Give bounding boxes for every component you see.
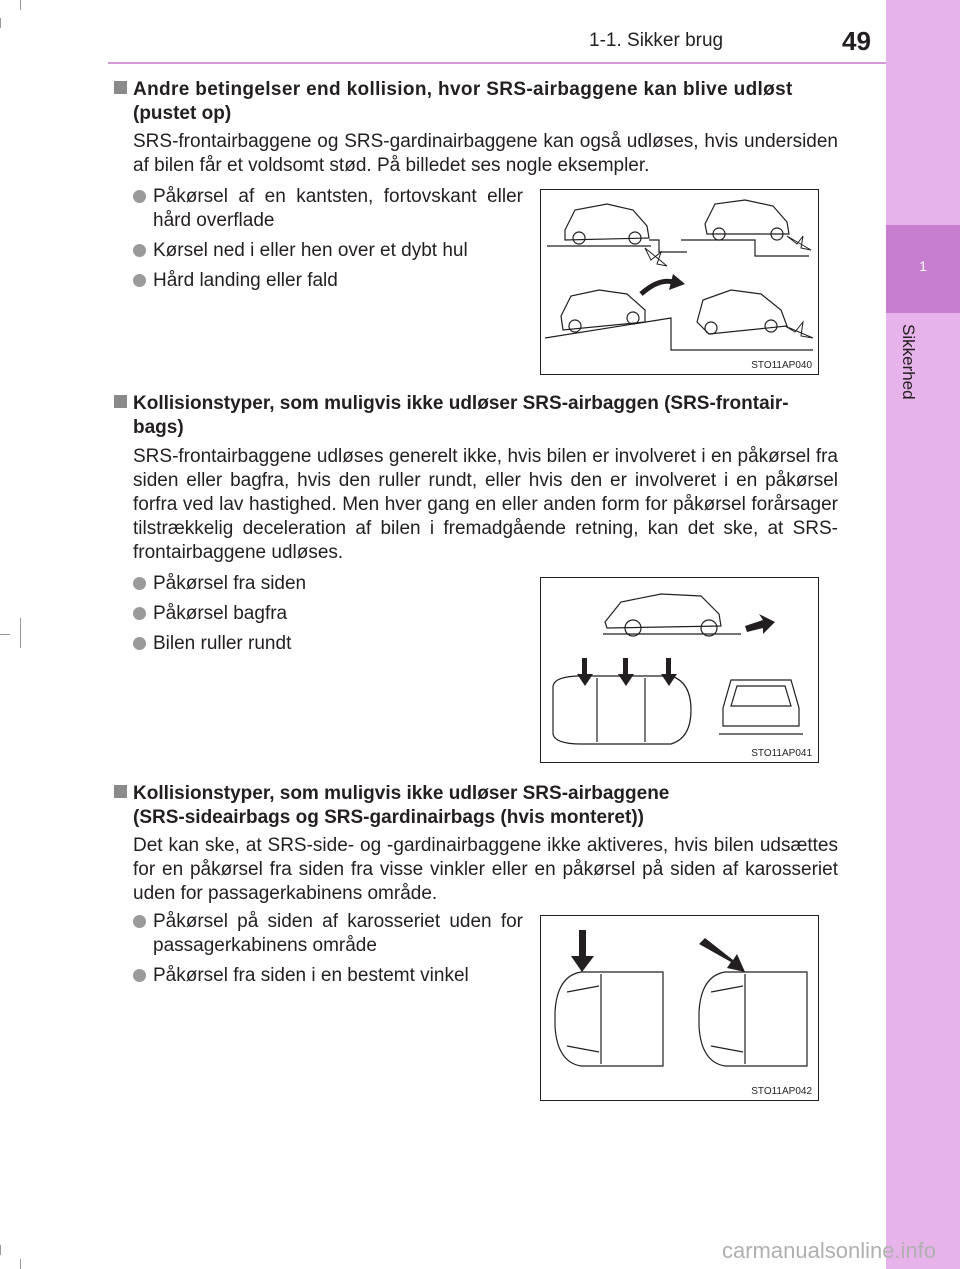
list-item [133,964,523,988]
chapter-label: Sikkerhed [899,324,918,400]
list-item [133,185,523,233]
illustration-side-impact-angles [540,915,819,1101]
paragraph: SRS-frontairbaggene og SRS-gardinairbaggene kan også udløses, hvis undersiden af bilen får et voldsomt stød. På billedet ses nogle eksempler. [133,131,838,176]
car-impact-drawing [541,190,818,374]
square-bullet-icon [114,785,127,798]
page-number: 49 [842,26,871,56]
section-heading [114,78,844,126]
crop-mark [20,0,21,10]
bullet-dot-icon [133,637,146,650]
bullet-list [133,910,523,988]
crop-mark [20,618,21,648]
illustration-underbody-impact [540,189,819,375]
bullet-dot-icon [133,969,146,982]
section-heading [114,392,844,440]
heading-line: Andre betingelser end kollision, hvor SRS-airbaggene kan blive udløst [133,79,793,100]
crop-mark [0,634,10,635]
list-item-text: Bilen ruller rundt [153,633,292,654]
list-item [133,572,523,596]
illustration-side-rear-rollover [540,577,819,763]
heading-line: bags) [133,417,184,438]
car-side-impact-drawing [541,916,818,1100]
bullet-dot-icon [133,577,146,590]
header-rule [108,62,886,64]
side-band [886,0,960,1269]
bullet-dot-icon [133,915,146,928]
heading-line: (SRS-sideairbags og SRS-gardinairbags (hvis monteret)) [133,807,644,828]
crop-mark [20,1259,21,1269]
heading-line: Kollisionstyper, som muligvis ikke udløser SRS-airbaggene [133,783,670,804]
list-item-text: Påkørsel fra siden i en bestemt vinkel [153,965,469,986]
bullet-dot-icon [133,607,146,620]
list-item-text: Påkørsel fra siden [153,573,307,594]
bullet-dot-icon [133,244,146,257]
list-item [133,910,523,958]
list-item-text: Påkørsel af en kantsten, fortovskant eller hård overflade [153,186,523,231]
paragraph: SRS-frontairbaggene udløses generelt ikke, hvis bilen er involveret i en påkørsel fra siden eller bagfra, hvis den ruller rundt, eller hvis den er involveret i en påkørsel forfra ved lav hastighed. Men hver gang en eller anden form for påkørsel forårsager tilstrækkelig deceleration af bilen i fremadgående retning, kan det ske, at SRS-frontairbaggene udløses. [133,446,838,563]
bullet-list [133,572,523,656]
watermark: carmanualsonline.info [722,1238,937,1263]
list-item [133,239,523,263]
square-bullet-icon [114,81,127,94]
list-item-text: Påkørsel på siden af karosseriet uden for passagerkabinens område [153,911,523,956]
list-item [133,602,523,626]
chapter-number: 1 [919,258,927,274]
square-bullet-icon [114,395,127,408]
list-item [133,632,523,656]
list-item [133,269,523,293]
figure-code: STO11AP041 [751,748,812,759]
heading-line: (pustet op) [133,103,232,124]
figure-code: STO11AP042 [751,1086,812,1097]
section-heading [114,782,844,830]
paragraph: Det kan ske, at SRS-side- og -gardinairbaggene ikke aktiveres, hvis bilen udsættes for en påkørsel fra siden fra visse vinkler eller en påkørsel på siden af karosseriet uden for passagerkabinens område. [133,835,838,904]
bullet-list [133,185,523,293]
car-collision-types-drawing [541,578,818,762]
bullet-dot-icon [133,190,146,203]
heading-line: Kollisionstyper, som muligvis ikke udløser SRS-airbaggen (SRS-frontair- [133,393,789,414]
list-item-text: Hård landing eller fald [153,270,338,291]
crop-mark [0,1245,1,1255]
bullet-dot-icon [133,274,146,287]
list-item-text: Påkørsel bagfra [153,603,288,624]
figure-code: STO11AP040 [751,360,812,371]
list-item-text: Kørsel ned i eller hen over et dybt hul [153,240,468,261]
section-title: 1-1. Sikker brug [589,30,724,51]
crop-mark [0,18,1,28]
